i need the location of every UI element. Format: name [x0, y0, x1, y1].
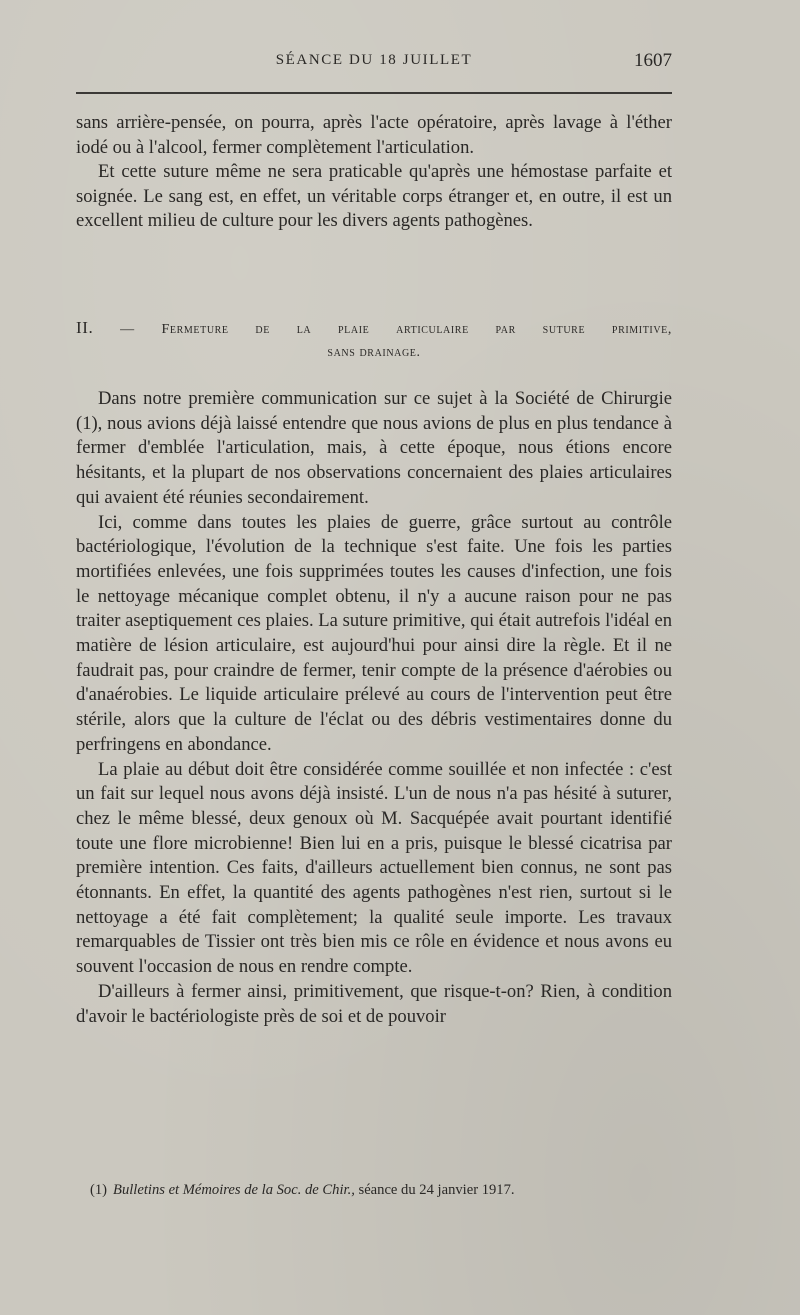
section-dash: —: [120, 322, 135, 337]
footnote-date: séance du 24 janvier 1917.: [354, 1182, 515, 1198]
paragraph: La plaie au début doit être considérée comme souillée et non infectée : c'est un fait sur lequel nous avons déjà insisté. L'un de nous n'a pas hésité à suturer, chez le même blessé, deux genoux où M. Sacquépée avait pourtant identifié toute une flore microbienne! Bien lui en a pris, puisque le blessé cicatrisa par première intention. Ces faits, d'ailleurs actuellement bien connus, ne sont pas étonnants. En effet, la quantité des agents pathogènes n'est rien, surtout si le nettoyage a été fait complètement; la qualité seule importe. Les travaux remarquables de Tissier ont très bien mis ce rôle en évidence et nous avons eu souvent l'occasion de nous en rendre compte.: [76, 758, 672, 978]
running-header: [76, 52, 672, 82]
header-rule: [76, 92, 672, 94]
page-number: 1607: [634, 50, 672, 71]
section-heading-line-1: [76, 316, 672, 341]
intro-text: [76, 111, 672, 234]
paragraph: Ici, comme dans toutes les plaies de guerre, grâce surtout au contrôle bactériologique, l'évolution de la technique s'est faite. Une fois les parties mortifiées enlevées, une fois supprimées toutes les causes d'infection, une fois le nettoyage mécanique complet obtenu, il n'y a aucune raison pour ne pas traiter aseptiquement ces plaies. La suture primitive, qui était autrefois l'idéal en matière de lésion articulaire, est aujourd'hui pour ainsi dire la règle. Et il ne faudrait pas, pour craindre de fermer, tenir compte de la présence d'aérobies ou d'anaérobies. Le liquide articulaire prélevé au cours de l'intervention peut être stérile, alors que la culture de l'éclat ou des débris vestimentaires donne du perfringens en abondance.: [76, 511, 672, 755]
section-number: II.: [76, 318, 94, 337]
main-text: [76, 387, 672, 1029]
footnote-marker: (1): [90, 1182, 108, 1198]
footnote: [76, 1180, 672, 1200]
paragraph: sans arrière-pensée, on pourra, après l'acte opératoire, après lavage à l'éther iodé ou à l'alcool, fermer complètement l'articulation.: [76, 112, 672, 158]
header-title: SÉANCE DU 18 JUILLET: [275, 52, 473, 68]
paragraph: Et cette suture même ne sera praticable qu'après une hémostase parfaite et soignée. Le sang est, en effet, un véritable corps étranger et, en outre, il est un excellent milieu de culture pour les divers agents pathogènes.: [76, 161, 672, 232]
section-heading: [76, 316, 672, 364]
paragraph: Dans notre première communication sur ce sujet à la Société de Chirurgie (1), nous avions déjà laissé entendre que nous avions de plus en plus tendance à fermer d'emblée l'articulation, mais, à cette époque, nous étions encore hésitants, et la plupart de nos observations concernaient des plaies articulaires qui avaient été réunies secondairement.: [76, 388, 672, 508]
section-title-line-2: sans drainage.: [327, 345, 421, 360]
paragraph: D'ailleurs à fermer ainsi, primitivement, que risque-t-on? Rien, à condition d'avoir le bactériologiste près de soi et de pouvoir: [76, 980, 672, 1027]
section-title-line-1: Fermeture de la plaie articulaire par suture primitive,: [161, 322, 672, 337]
footnote-source: Bulletins et Mémoires de la Soc. de Chir.,: [113, 1182, 355, 1198]
